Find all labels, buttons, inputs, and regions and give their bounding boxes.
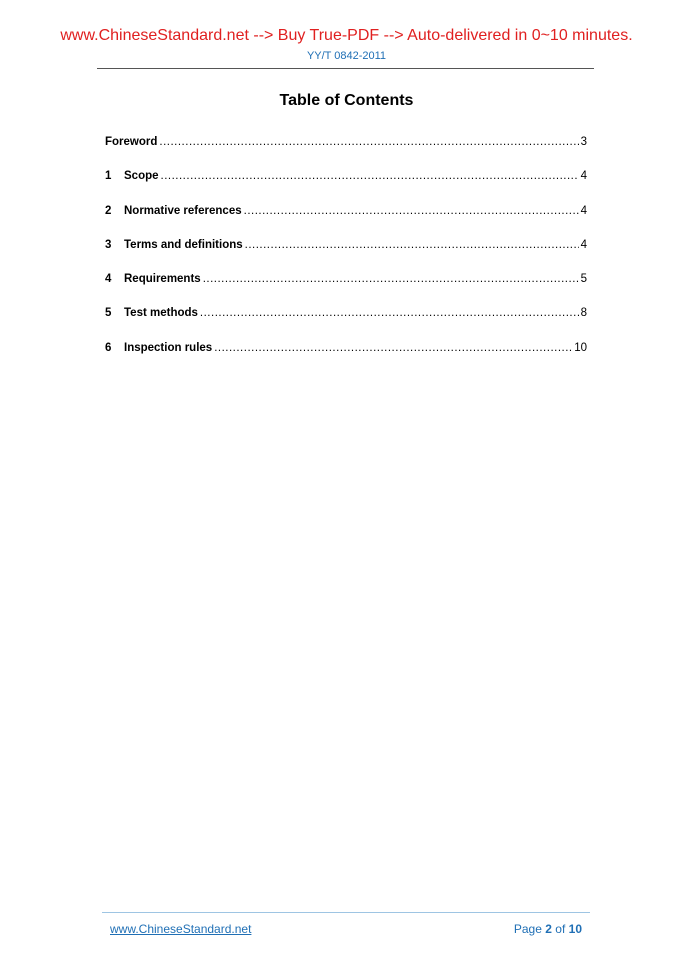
toc-entry-number: 6: [105, 341, 112, 354]
toc-entry-label: Test methods: [124, 307, 198, 320]
toc-entry-foreword[interactable]: [105, 136, 587, 170]
toc-dot-leader: [159, 136, 578, 148]
of-word: of: [555, 922, 566, 936]
toc-entry-number: 4: [105, 273, 112, 286]
toc-dot-leader: [200, 307, 579, 319]
toc-entry-normative-references[interactable]: [105, 205, 587, 239]
toc-entry-scope[interactable]: [105, 170, 587, 204]
toc-entry-terms-and-definitions[interactable]: [105, 239, 587, 273]
toc-dot-leader: [245, 239, 579, 251]
toc-entry-label: Terms and definitions: [124, 238, 243, 251]
toc-entry-label: Inspection rules: [124, 341, 213, 354]
toc-entry-label: Normative references: [124, 204, 242, 217]
toc-entry-number: 5: [105, 307, 112, 320]
toc-entry-number: 3: [105, 238, 112, 251]
toc-entry-label: Scope: [124, 170, 159, 183]
page-word: Page: [513, 922, 542, 936]
toc-dot-leader: [214, 342, 572, 354]
toc-entry-test-methods[interactable]: [105, 307, 587, 341]
promo-banner[interactable]: www.ChineseStandard.net --> Buy True-PDF --> Auto-delivered in 0~10 minutes.: [60, 27, 633, 44]
footer-website-link[interactable]: www.ChineseStandard.net: [110, 922, 252, 936]
toc-entry-requirements[interactable]: [105, 273, 587, 307]
toc-entry-page: 3: [580, 136, 587, 148]
footer-divider: [102, 912, 590, 913]
toc-entry-number: 1: [105, 170, 112, 183]
toc-entry-number: 2: [105, 204, 112, 217]
header-divider: [97, 68, 594, 69]
document-code: YY/T 0842-2011: [306, 50, 387, 62]
toc-entry-page: 4: [580, 204, 587, 217]
toc-entry-page: 5: [580, 273, 587, 286]
toc-entry-label: Requirements: [124, 273, 201, 286]
toc-entry-page: 10: [574, 341, 587, 354]
toc-entry-page: 4: [580, 238, 587, 251]
table-of-contents: [105, 136, 587, 376]
toc-entry-inspection-rules[interactable]: [105, 342, 587, 376]
toc-dot-leader: [244, 205, 579, 217]
page-indicator: [514, 922, 582, 936]
toc-entry-page: 8: [580, 307, 587, 320]
toc-entry-label: Foreword: [105, 136, 158, 148]
toc-dot-leader: [203, 273, 579, 285]
toc-dot-leader: [161, 170, 579, 182]
current-page-number: 2: [545, 922, 552, 936]
toc-entry-page: 4: [580, 170, 587, 183]
toc-title: Table of Contents: [279, 92, 414, 109]
total-pages-number: 10: [568, 922, 582, 936]
